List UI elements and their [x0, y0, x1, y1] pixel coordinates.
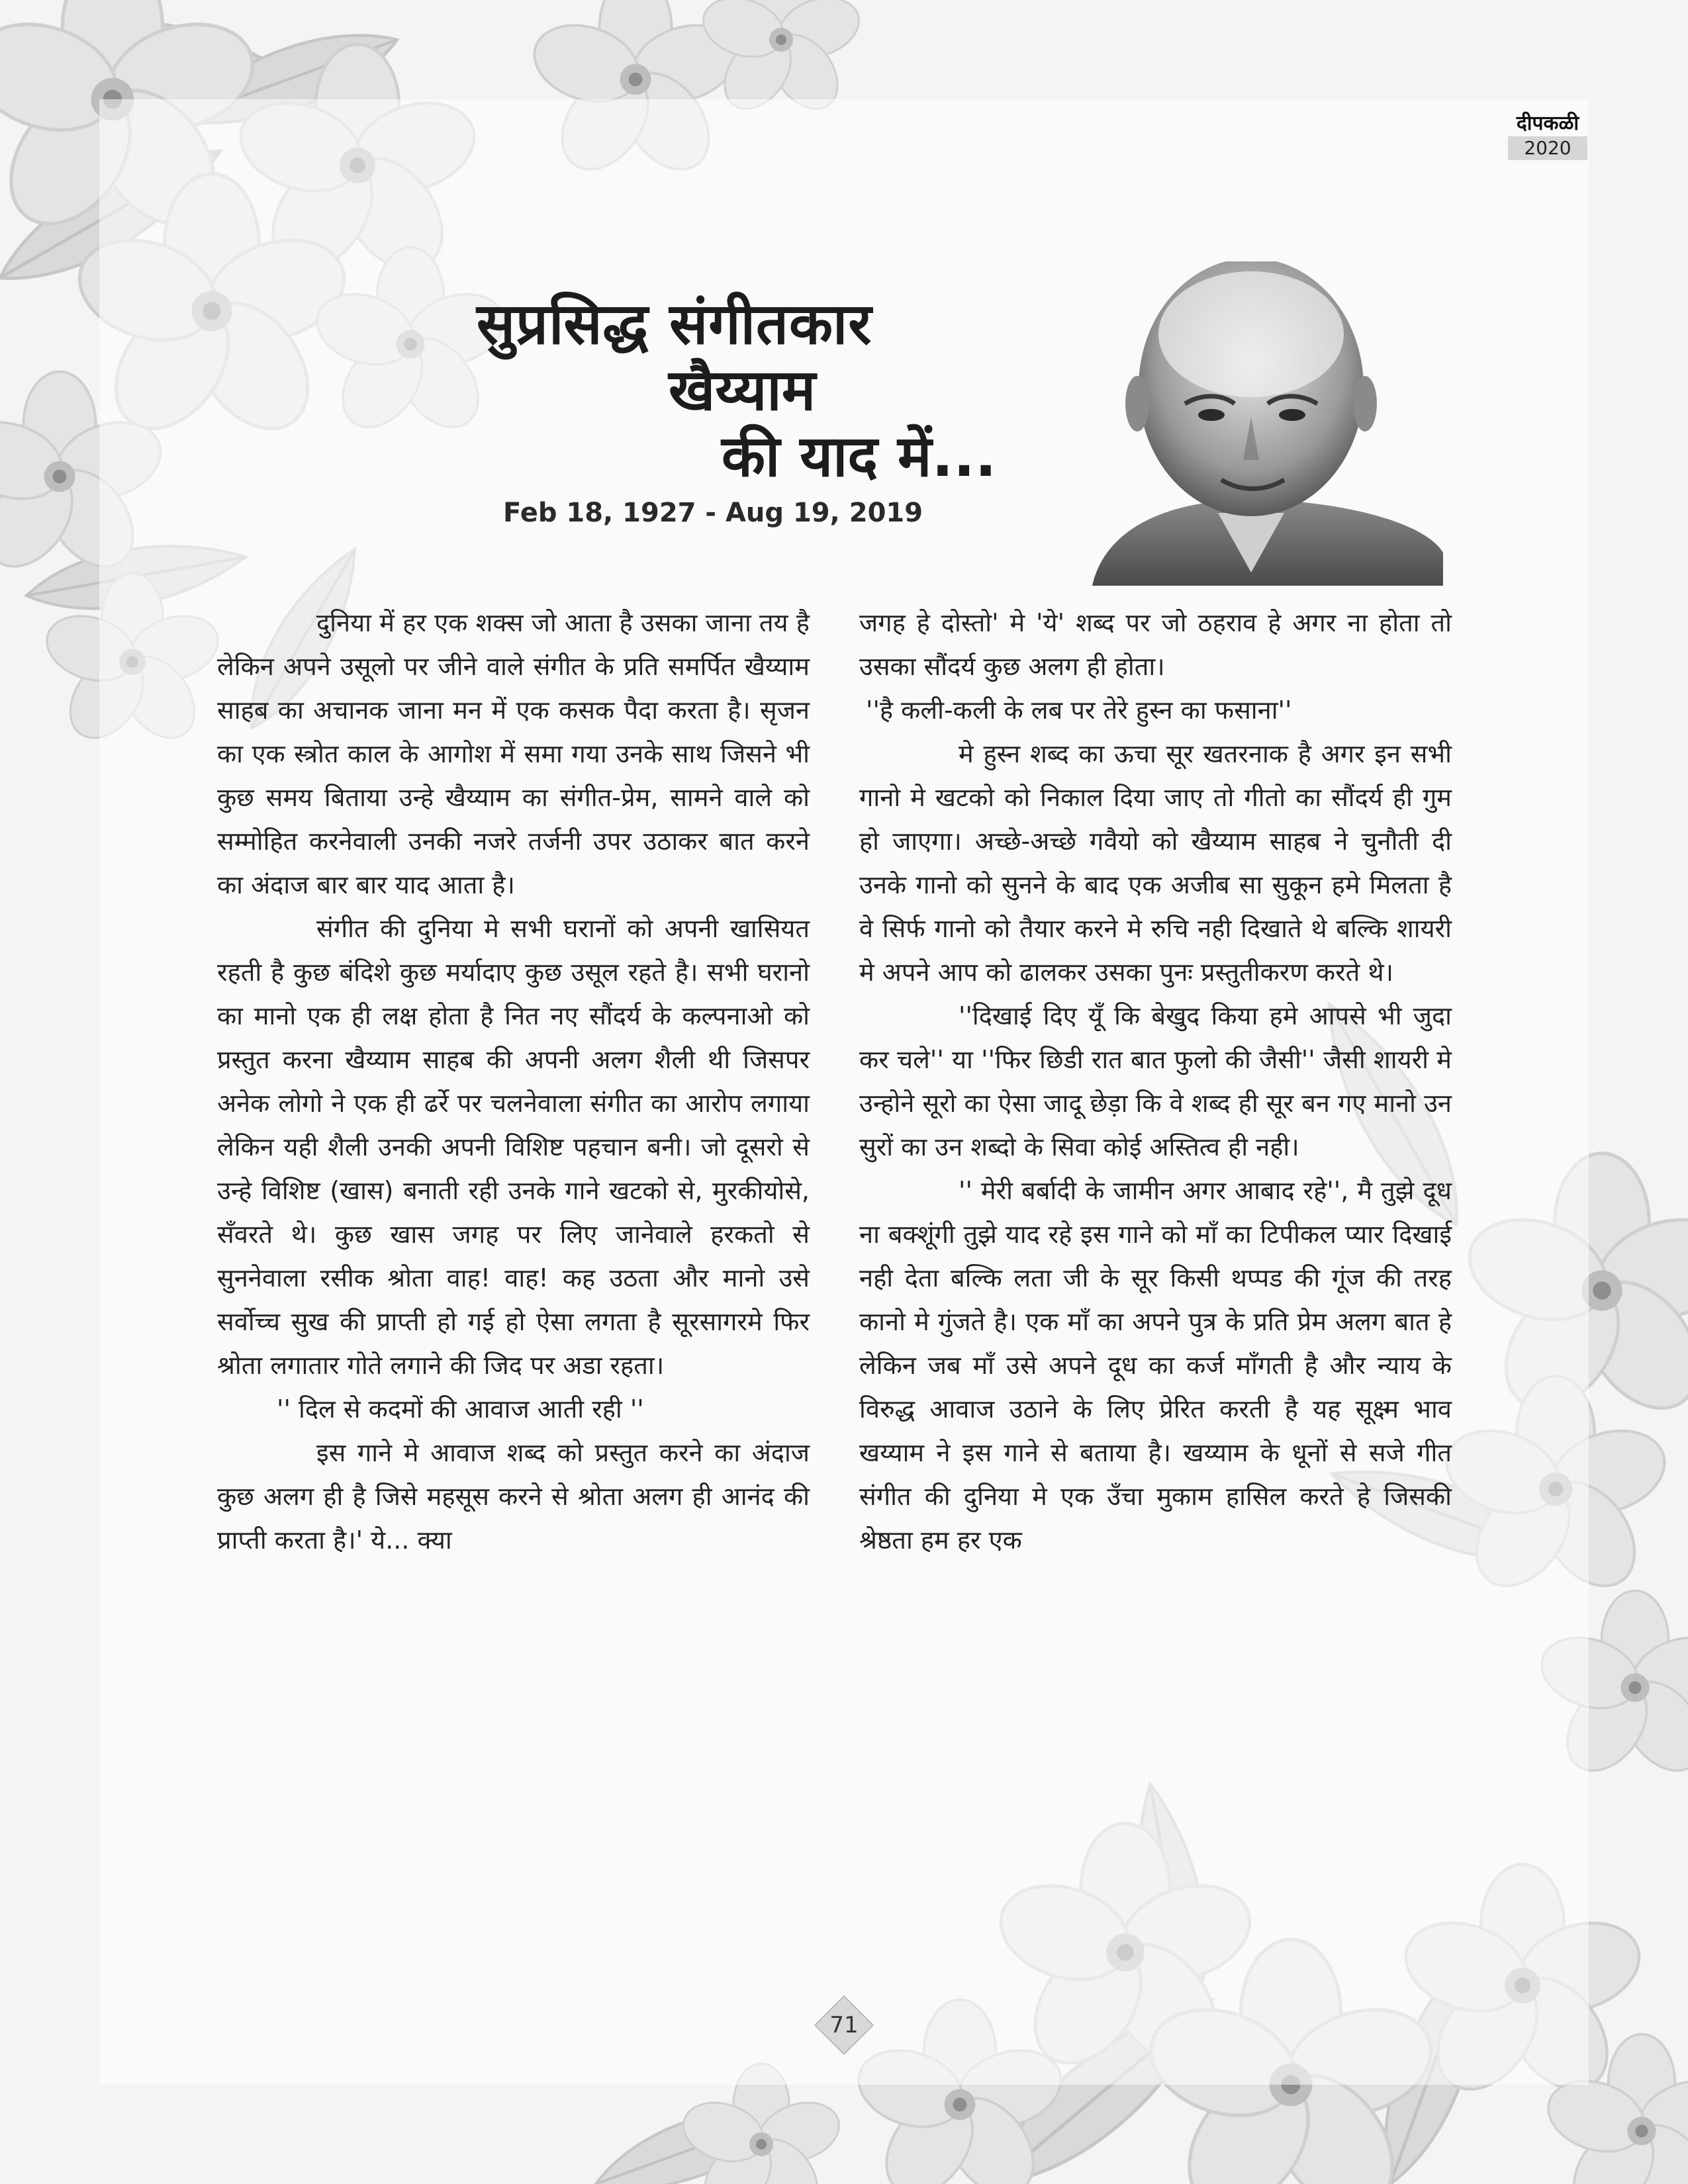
title-line-2: खैय्याम: [669, 357, 816, 424]
portrait-photo: [1053, 261, 1443, 586]
page-number: [813, 1994, 875, 2056]
paragraph: '' मेरी बर्बादी के जामीन अगर आबाद रहे'', मै तुझे दूध ना बक्शूंगी तुझे याद रहे इस गाने को माँ का टिपीकल प्यार दिखाई नही देता बल्कि लता जी के सूर किसी थप्पड की गूंज की तरह कानो मे गुंजते है। एक माँ का अपने पुत्र के प्रति प्रेम अलग बात हे लेकिन जब माँ उसे अपने दूध का कर्ज माँगती है और न्याय के विरुद्ध आवाज उठाने के लिए प्रेरित करती है यह सूक्ष्म भाव खय्याम ने इस गाने से बताया है। खय्याम के धूनों से सजे गीत संगीत की दुनिया मे एक उँचा मुकाम हासिल करते हे जिसकी श्रेष्ठता हम हर एक: [859, 1176, 1452, 1555]
paragraph: संगीत की दुनिया मे सभी घरानों को अपनी खासियत रहती है कुछ बंदिशे कुछ मर्यादाए कुछ उसूल रहते है। सभी घरानो का मानो एक ही लक्ष होता है नित नए सौंदर्य के कल्पनाओ को प्रस्तुत करना खैय्याम साहब की अपनी अलग शैली थी जिसपर अनेक लोगो ने एक ही ढर्रे पर चलनेवाला संगीत का आरोप लगाया लेकिन यही शैली उनकी अपनी विशिष्ट पहचान बनी। जो दूसरो से उन्हे विशिष्ट (खास) बनाती रही उनके गाने खटको से, मुरकीयोसे, सँवरते थे। कुछ खास जगह पर लिए जानेवाले हरकतो से सुननेवाला रसीक श्रोता वाह! वाह! कह उठता और मानो उसे सर्वोच्च सुख की प्राप्ती हो गई हो ऐसा लगता है सूरसागरमे फिर श्रोता लगातार गोते लगाने की जिद पर अडा रहता।: [217, 914, 810, 1380]
paragraph: जगह हे दोस्तो' मे 'ये' शब्द पर जो ठहराव हे अगर ना होता तो उसका सौंदर्य कुछ अलग ही होता।: [859, 608, 1452, 681]
article-title: [477, 291, 1072, 490]
magazine-name: दीपकळी: [1516, 112, 1579, 135]
paragraph: मे हुस्न शब्द का ऊचा सूर खतरनाक है अगर इन सभी गानो मे खटको को निकाल दिया जाए तो गीतो का सौंदर्य ही गुम हो जाएगा। अच्छे-अच्छे गवैयो को खैय्याम साहब ने चुनौती दी उनके गानो को सुनने के बाद एक अजीब सा सुकून हमे मिलता है वे सिर्फ गानो को तैयार करने मे रुचि नही दिखाते थे बल्कि शायरी मे अपने आप को ढालकर उसका पुनः प्रस्तुतीकरण करते थे।: [859, 739, 1452, 987]
paragraph: ''दिखाई दिए यूँ कि बेखुद किया हमे आपसे भी जुदा कर चले'' या ''फिर छिडी रात बात फुलो की जैसी'' जैसी शायरी मे उन्होने सूरो का ऐसा जादू छेड़ा कि वे शब्द ही सूर बन गए मानो उन सुरों का उन शब्दो के सिवा कोई अस्तित्व ही नही।: [859, 1001, 1452, 1161]
paragraph: दुनिया में हर एक शक्स जो आता है उसका जाना तय है लेकिन अपने उसूलो पर जीने वाले संगीत के प्रति समर्पित खैय्याम साहब का अचानक जाना मन में एक कसक पैदा करता है। सृजन का एक स्त्रोत काल के आगोश में समा गया उनके साथ जिसने भी कुछ समय बिताया उन्हे खैय्याम का संगीत-प्रेम, सामने वाले को सम्मोहित करनेवाली उनकी नजरे तर्जनी उपर उठाकर बात करने का अंदाज बार बार याद आता है।: [217, 608, 810, 899]
paragraph: इस गाने मे आवाज शब्द को प्रस्तुत करने का अंदाज कुछ अलग ही है जिसे महसूस करने से श्रोता अलग ही आनंद की प्राप्ती करता है।' ये... क्या: [217, 1438, 810, 1555]
article-column-left: [217, 601, 810, 1562]
article-column-right: [859, 601, 1452, 1562]
song-quote: '' दिल से कदमों की आवाज आती रही '': [277, 1394, 644, 1424]
title-line-3: की याद में...: [722, 424, 997, 490]
page-number-text: 71: [829, 2012, 859, 2038]
song-quote: ''है कली-कली के लब पर तेरे हुस्न का फसाना'': [866, 696, 1292, 725]
magazine-year: 2020: [1508, 136, 1587, 160]
magazine-tag: [1508, 111, 1587, 160]
life-dates: Feb 18, 1927 - Aug 19, 2019: [503, 498, 923, 528]
title-line-1: सुप्रसिद्ध संगीतकार: [477, 291, 872, 357]
